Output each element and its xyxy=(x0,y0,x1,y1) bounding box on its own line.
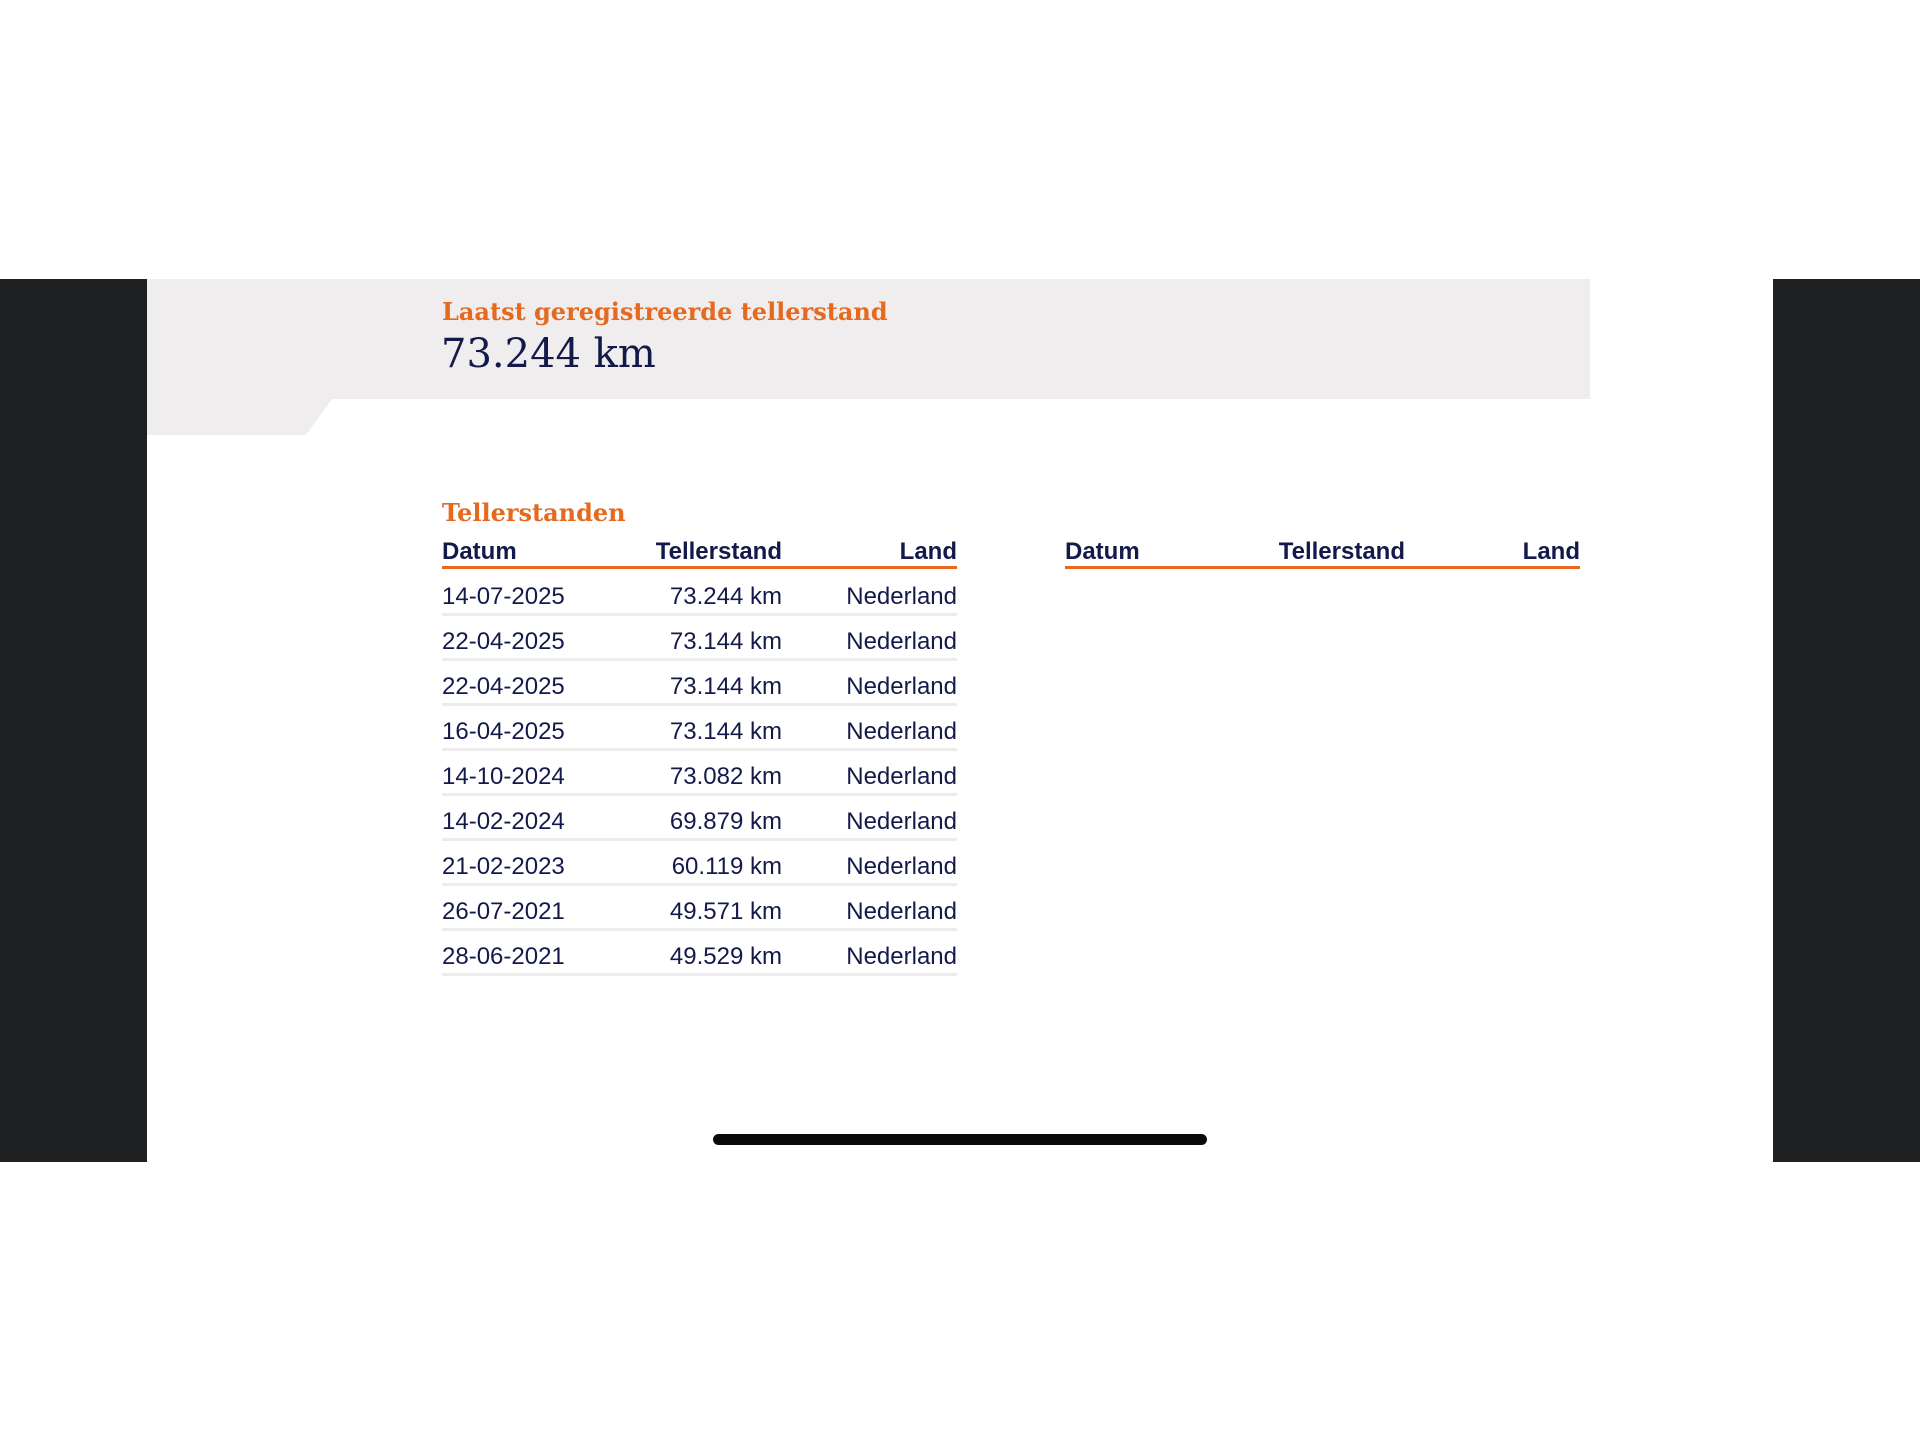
cell-datum: 21-02-2023 xyxy=(442,853,565,880)
cell-tellerstand: 73.144 km xyxy=(669,718,782,745)
header-land: Land xyxy=(899,538,957,565)
section-title: Tellerstanden xyxy=(442,498,626,527)
table-row xyxy=(442,751,957,796)
table-row xyxy=(442,706,957,751)
table-row xyxy=(442,661,957,706)
cell-tellerstand: 73.144 km xyxy=(669,673,782,700)
odometer-table-right xyxy=(1065,537,1580,569)
summary-value: 73.244 km xyxy=(441,331,656,377)
cell-tellerstand: 60.119 km xyxy=(671,853,782,880)
letterbox-left xyxy=(0,279,147,1162)
cell-tellerstand: 49.529 km xyxy=(669,943,782,970)
table-row xyxy=(442,841,957,886)
cell-datum: 14-07-2025 xyxy=(442,583,565,610)
table-row xyxy=(442,616,957,661)
table-row xyxy=(442,796,957,841)
cell-land: Nederland xyxy=(846,763,957,790)
cell-tellerstand: 49.571 km xyxy=(669,898,782,925)
header-tellerstand: Tellerstand xyxy=(655,538,782,565)
header-land: Land xyxy=(1522,538,1580,565)
table-row xyxy=(442,571,957,616)
cell-land: Nederland xyxy=(846,853,957,880)
cell-tellerstand: 73.244 km xyxy=(669,583,782,610)
cell-datum: 22-04-2025 xyxy=(442,628,565,655)
home-indicator[interactable] xyxy=(713,1134,1207,1145)
cell-tellerstand: 73.082 km xyxy=(669,763,782,790)
cell-tellerstand: 73.144 km xyxy=(669,628,782,655)
summary-label: Laatst geregistreerde tellerstand xyxy=(442,297,888,326)
cell-datum: 14-02-2024 xyxy=(442,808,565,835)
cell-datum: 22-04-2025 xyxy=(442,673,565,700)
cell-datum: 28-06-2021 xyxy=(442,943,565,970)
cell-tellerstand: 69.879 km xyxy=(669,808,782,835)
table-row xyxy=(442,931,957,976)
cell-datum: 16-04-2025 xyxy=(442,718,565,745)
cell-land: Nederland xyxy=(846,583,957,610)
letterbox-right xyxy=(1773,279,1920,1162)
table-header xyxy=(1065,537,1580,569)
cell-land: Nederland xyxy=(846,628,957,655)
odometer-table-left xyxy=(442,537,957,976)
cell-land: Nederland xyxy=(846,808,957,835)
header-datum: Datum xyxy=(1065,538,1140,565)
cell-datum: 14-10-2024 xyxy=(442,763,565,790)
table-body xyxy=(442,571,957,976)
cell-land: Nederland xyxy=(846,718,957,745)
screen xyxy=(147,279,1773,1162)
header-tellerstand: Tellerstand xyxy=(1278,538,1405,565)
table-header xyxy=(442,537,957,569)
table-row xyxy=(442,886,957,931)
cell-land: Nederland xyxy=(846,898,957,925)
cell-datum: 26-07-2021 xyxy=(442,898,565,925)
cell-land: Nederland xyxy=(846,673,957,700)
header-datum: Datum xyxy=(442,538,517,565)
cell-land: Nederland xyxy=(846,943,957,970)
